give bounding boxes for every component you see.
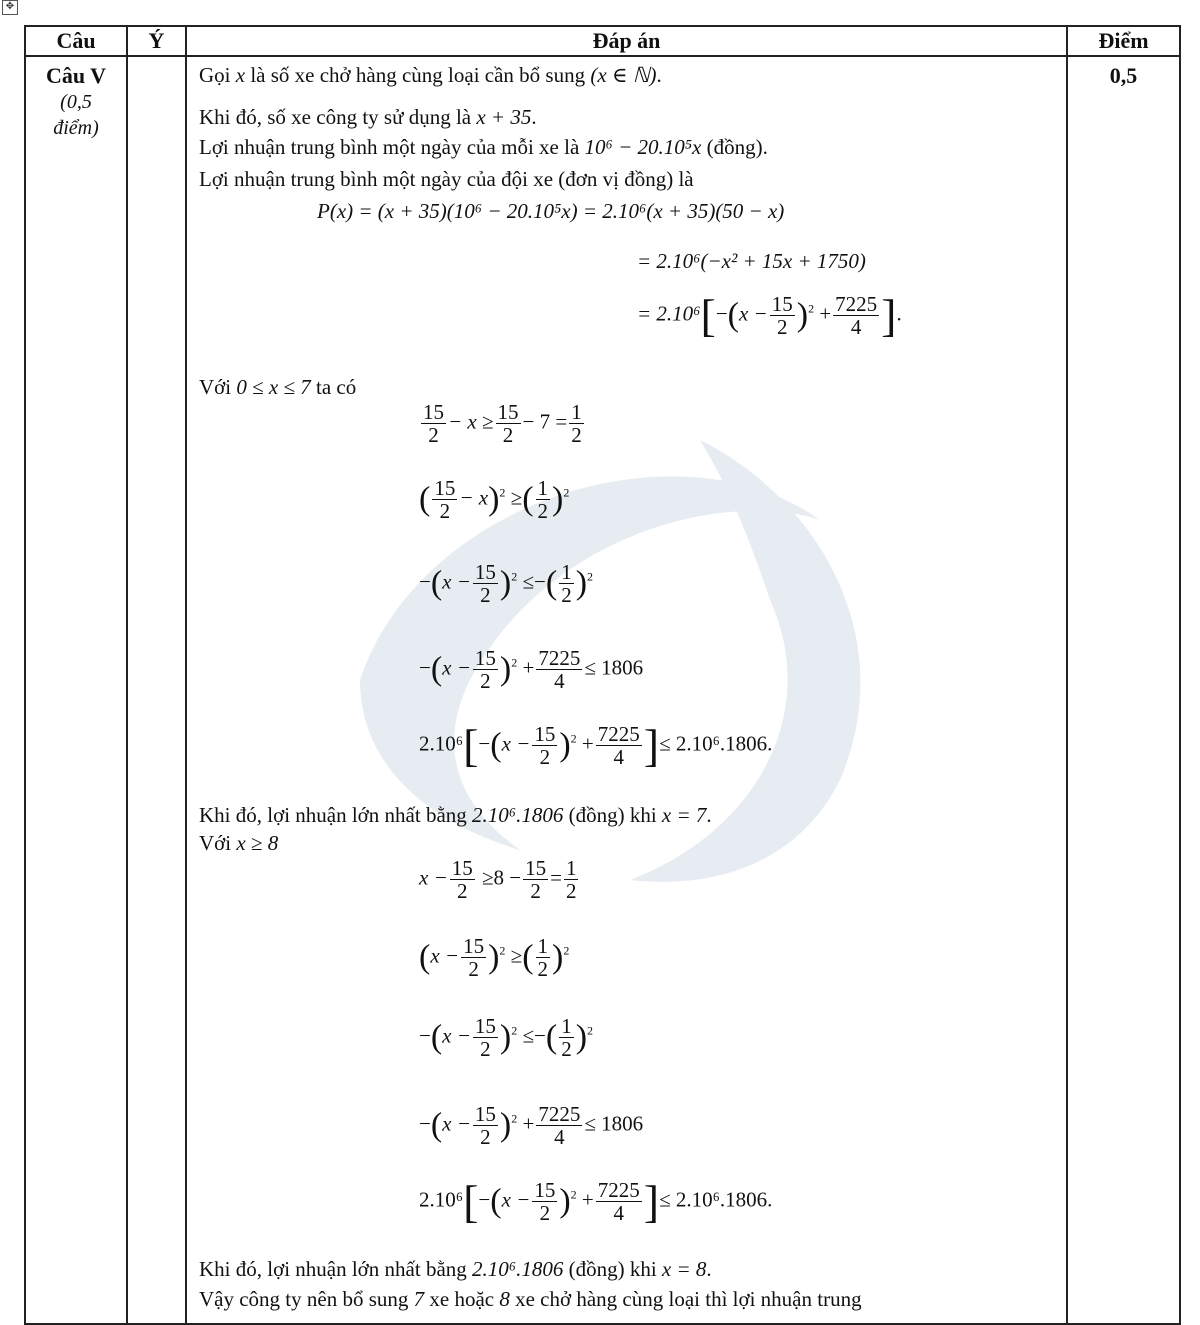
math-op: − (715, 301, 728, 326)
fraction (569, 401, 584, 446)
math-op: + (522, 655, 535, 680)
denominator: 2 (571, 423, 582, 447)
math-term: x − (442, 1111, 471, 1136)
math-op: ≥ (482, 409, 494, 434)
paren-open: ( (430, 564, 443, 602)
fraction (496, 401, 521, 446)
paren-close: ) (552, 480, 564, 518)
header-diem: Điểm (1067, 26, 1180, 56)
math-op: . (896, 301, 902, 326)
case1-step2 (419, 477, 569, 522)
math-op: + (581, 731, 594, 756)
denominator: 2 (428, 423, 439, 447)
score-value: 0,5 (1109, 63, 1138, 88)
line-define-x (199, 63, 662, 88)
exponent: 2 (499, 485, 506, 500)
denominator: 2 (539, 745, 551, 769)
fraction (559, 1015, 574, 1060)
denominator: 2 (561, 1037, 572, 1061)
exponent: 2 (511, 569, 518, 584)
denominator: 2 (530, 879, 541, 903)
numerator: 7225 (538, 646, 581, 670)
fraction (532, 1179, 557, 1224)
exponent: 2 (511, 1023, 518, 1038)
denominator: 2 (776, 315, 788, 339)
fraction (596, 723, 642, 768)
fraction (473, 1015, 498, 1060)
fraction (536, 1103, 582, 1148)
solution-body (187, 57, 1066, 1323)
text: Gọi (199, 63, 231, 87)
denominator: 4 (613, 1201, 624, 1225)
denominator: 2 (439, 499, 451, 523)
math-op: + (522, 1111, 535, 1136)
numerator: 1 (571, 400, 582, 424)
fraction (536, 477, 551, 522)
text: . (531, 105, 537, 129)
paren-close: ) (559, 726, 571, 764)
math-op: − (419, 1111, 431, 1136)
denominator: 4 (554, 669, 565, 693)
numerator: 15 (497, 400, 519, 424)
paren-open: ( (727, 296, 739, 334)
text: . (656, 63, 662, 87)
exponent: 2 (587, 1023, 594, 1038)
exponent: 2 (511, 655, 518, 670)
math-range: x ≥ 8 (236, 831, 279, 855)
line-total-vehicles (199, 105, 537, 130)
paren-open: ( (490, 726, 502, 764)
text: (đồng) khi (568, 1257, 657, 1281)
denominator: 2 (537, 499, 549, 523)
question-points-2: điểm) (53, 117, 99, 139)
exponent: 2 (511, 1111, 518, 1126)
bracket-close: ] (881, 290, 897, 341)
math-term: 2.10⁶ (419, 731, 464, 756)
denominator: 2 (480, 583, 491, 607)
text: là số xe chở hàng cùng loại cần bổ sung (250, 63, 586, 87)
denominator: 2 (480, 1125, 491, 1149)
fraction (421, 401, 446, 446)
math-term: x − (442, 1023, 471, 1048)
bracket-open: [ (700, 290, 716, 341)
numerator: 15 (474, 560, 496, 584)
math-op: ≥ (510, 485, 523, 510)
exponent: 2 (570, 731, 577, 746)
numerator: 7225 (835, 292, 878, 316)
question-title: Câu V (45, 63, 107, 88)
denominator: 4 (850, 315, 862, 339)
math-term: 2.10⁶ (419, 1187, 464, 1212)
text: Vậy công ty nên bổ sung (199, 1287, 409, 1311)
exponent: 2 (808, 301, 815, 316)
fraction (473, 561, 498, 606)
answer-table (24, 25, 1181, 1325)
denominator: 4 (613, 745, 624, 769)
paren-close: ) (488, 938, 500, 976)
numerator: 15 (771, 292, 793, 316)
sub-question-cell (127, 56, 186, 1324)
fraction (559, 561, 574, 606)
case1-step3 (419, 561, 593, 606)
paren-open: ( (430, 1106, 443, 1144)
case2-step3 (419, 1015, 593, 1060)
paren-open: ( (545, 564, 558, 602)
denominator: 2 (480, 669, 491, 693)
text: (đồng) khi (568, 803, 657, 827)
paren-open: ( (522, 480, 534, 518)
denominator: 2 (468, 957, 479, 981)
case1-step1 (419, 401, 586, 446)
math-lead: = 2.10⁶ (637, 301, 701, 326)
math-op: = (550, 865, 562, 890)
numerator: 7225 (597, 722, 640, 746)
paren-close: ) (796, 296, 809, 334)
numerator: 1 (561, 560, 572, 584)
paren-close: ) (499, 1106, 512, 1144)
equation-p3 (637, 289, 902, 342)
bracket-close: ] (643, 1176, 660, 1227)
numerator: 15 (423, 400, 444, 424)
math-op: − (534, 1023, 546, 1048)
numerator: 15 (474, 1014, 496, 1038)
math-op: ≥ (482, 865, 494, 890)
denominator: 2 (502, 423, 514, 447)
math-op: − (419, 655, 431, 680)
fraction (461, 935, 486, 980)
math-op: − (419, 1023, 431, 1048)
numerator: 1 (565, 856, 577, 880)
math-term: − 7 = (522, 409, 568, 434)
paren-close: ) (488, 480, 500, 518)
math-term: ≤ 2.10⁶.1806. (659, 731, 773, 756)
math-term: ≤ 1806 (584, 655, 644, 680)
numerator: 15 (474, 1102, 496, 1126)
paren-open: ( (419, 480, 431, 518)
math-expr: x = 8 (661, 1257, 707, 1281)
math-term: − x (459, 485, 489, 510)
paren-close: ) (499, 564, 512, 602)
fraction (833, 293, 879, 338)
exponent: 2 (563, 485, 570, 500)
case2-step2 (419, 935, 569, 980)
text: Khi đó, lợi nhuận lớn nhất bằng (199, 803, 467, 827)
math-term: x − (430, 943, 460, 968)
numerator: 7225 (538, 1102, 581, 1126)
text: Lợi nhuận trung bình một ngày của mỗi xe là (199, 135, 580, 159)
text: . (706, 803, 712, 827)
bracket-close: ] (643, 720, 660, 771)
equation-p1: P(x) = (x + 35)(10⁶ − 20.10⁵x) = 2.10⁶(x + 35)(50 − x) (317, 199, 785, 223)
case2-step1 (419, 857, 580, 902)
fraction (532, 723, 557, 768)
numerator: 1 (537, 934, 549, 958)
text: (đồng). (706, 135, 768, 159)
denominator: 2 (565, 879, 577, 903)
math-op: ≥ (510, 943, 523, 968)
numerator: 15 (451, 856, 473, 880)
paren-open: ( (430, 1018, 443, 1056)
math-term: ≤ 1806 (584, 1111, 644, 1136)
line-conclusion-1 (199, 803, 712, 828)
math-expr: 2.10⁶.1806 (472, 1257, 564, 1281)
denominator: 4 (554, 1125, 565, 1149)
denominator: 2 (561, 583, 572, 607)
header-cau: Câu (25, 26, 127, 56)
paren-close: ) (552, 938, 564, 976)
numerator: 15 (534, 722, 556, 746)
math-op: ≤ (522, 1023, 535, 1048)
math-term: 8 − (493, 865, 522, 890)
denominator: 2 (480, 1037, 491, 1061)
fraction (432, 477, 457, 522)
exponent: 2 (499, 943, 506, 958)
numerator: 15 (463, 934, 485, 958)
paren-close: ) (559, 1182, 571, 1220)
score-cell (1067, 56, 1180, 1324)
fraction (473, 1103, 498, 1148)
paren-open: ( (430, 650, 443, 688)
case2-step4 (419, 1103, 643, 1148)
text: Với (199, 831, 232, 855)
question-cell (25, 56, 127, 1324)
math-num: 8 (499, 1287, 510, 1311)
paren-open: ( (490, 1182, 502, 1220)
numerator: 15 (525, 856, 547, 880)
case1-step5 (419, 719, 772, 772)
math-term: x − (442, 569, 471, 594)
math-op: − (419, 569, 431, 594)
math-op: + (581, 1187, 594, 1212)
math-term: x − (442, 655, 471, 680)
text: ta có (315, 375, 357, 399)
case2-step5 (419, 1175, 772, 1228)
fraction (523, 857, 548, 902)
math-var: x (235, 63, 246, 87)
numerator: 1 (537, 476, 549, 500)
numerator: 7225 (597, 1178, 640, 1202)
math-expr: x + 35 (476, 105, 532, 129)
math-num: 7 (413, 1287, 425, 1311)
text: xe chở hàng cùng loại thì lợi nhuận trung (515, 1287, 862, 1311)
paren-close: ) (575, 1018, 588, 1056)
exponent: 2 (570, 1187, 577, 1202)
math-op: + (819, 301, 832, 326)
paren-close: ) (575, 564, 588, 602)
text: . (706, 1257, 712, 1281)
math-expr: 2.10⁶.1806 (472, 803, 564, 827)
math-op: − (478, 731, 491, 756)
solution-cell (186, 56, 1067, 1324)
line-case-2 (199, 831, 278, 856)
math-expr: 10⁶ − 20.10⁵x (584, 135, 702, 159)
numerator: 15 (474, 646, 496, 670)
math-op: ≤ (522, 569, 535, 594)
line-final (199, 1287, 862, 1312)
math-term: ≤ 2.10⁶.1806. (659, 1187, 773, 1212)
fraction (473, 647, 498, 692)
fraction (564, 857, 579, 902)
fraction (596, 1179, 642, 1224)
math-expr: x = 7 (661, 803, 707, 827)
text: Khi đó, lợi nhuận lớn nhất bằng (199, 1257, 467, 1281)
math-op: − (534, 569, 546, 594)
answer-row (25, 56, 1180, 1324)
paren-open: ( (522, 938, 534, 976)
text: Với (199, 375, 232, 399)
math-domain: (x ∈ ℕ) (590, 63, 657, 87)
line-profit-per-vehicle (199, 135, 768, 160)
text: xe hoặc (429, 1287, 495, 1311)
fraction (450, 857, 475, 902)
paren-open: ( (545, 1018, 558, 1056)
header-y: Ý (127, 26, 186, 56)
math-range: 0 ≤ x ≤ 7 (236, 375, 311, 399)
math-term: x − (419, 865, 448, 890)
header-row (25, 26, 1180, 56)
math-term: x − (501, 1187, 531, 1212)
numerator: 1 (561, 1014, 572, 1038)
bracket-open: [ (463, 1176, 479, 1227)
case1-step4 (419, 647, 643, 692)
fraction (536, 647, 582, 692)
table-move-handle[interactable]: ✥ (2, 0, 18, 15)
math-op: − (478, 1187, 491, 1212)
denominator: 2 (457, 879, 468, 903)
line-fleet-profit: Lợi nhuận trung bình một ngày của đội xe (đơn vị đồng) là (199, 167, 694, 191)
line-conclusion-2 (199, 1257, 712, 1282)
paren-close: ) (499, 650, 512, 688)
paren-close: ) (499, 1018, 512, 1056)
exponent: 2 (563, 943, 570, 958)
paren-open: ( (419, 938, 431, 976)
question-points-1: (0,5 (60, 91, 92, 113)
bracket-open: [ (463, 720, 479, 771)
denominator: 2 (539, 1201, 551, 1225)
text: Khi đó, số xe công ty sử dụng là (199, 105, 472, 129)
equation-p2: = 2.10⁶(−x² + 15x + 1750) (637, 249, 866, 273)
exponent: 2 (587, 569, 594, 584)
math-term: − x (448, 409, 477, 434)
fraction (770, 293, 795, 338)
numerator: 15 (434, 476, 456, 500)
fraction (536, 935, 551, 980)
denominator: 2 (537, 957, 549, 981)
line-case-1 (199, 375, 356, 400)
math-term: x − (501, 731, 531, 756)
header-dap-an: Đáp án (186, 26, 1067, 56)
numerator: 15 (534, 1178, 556, 1202)
math-term: x − (738, 301, 768, 326)
